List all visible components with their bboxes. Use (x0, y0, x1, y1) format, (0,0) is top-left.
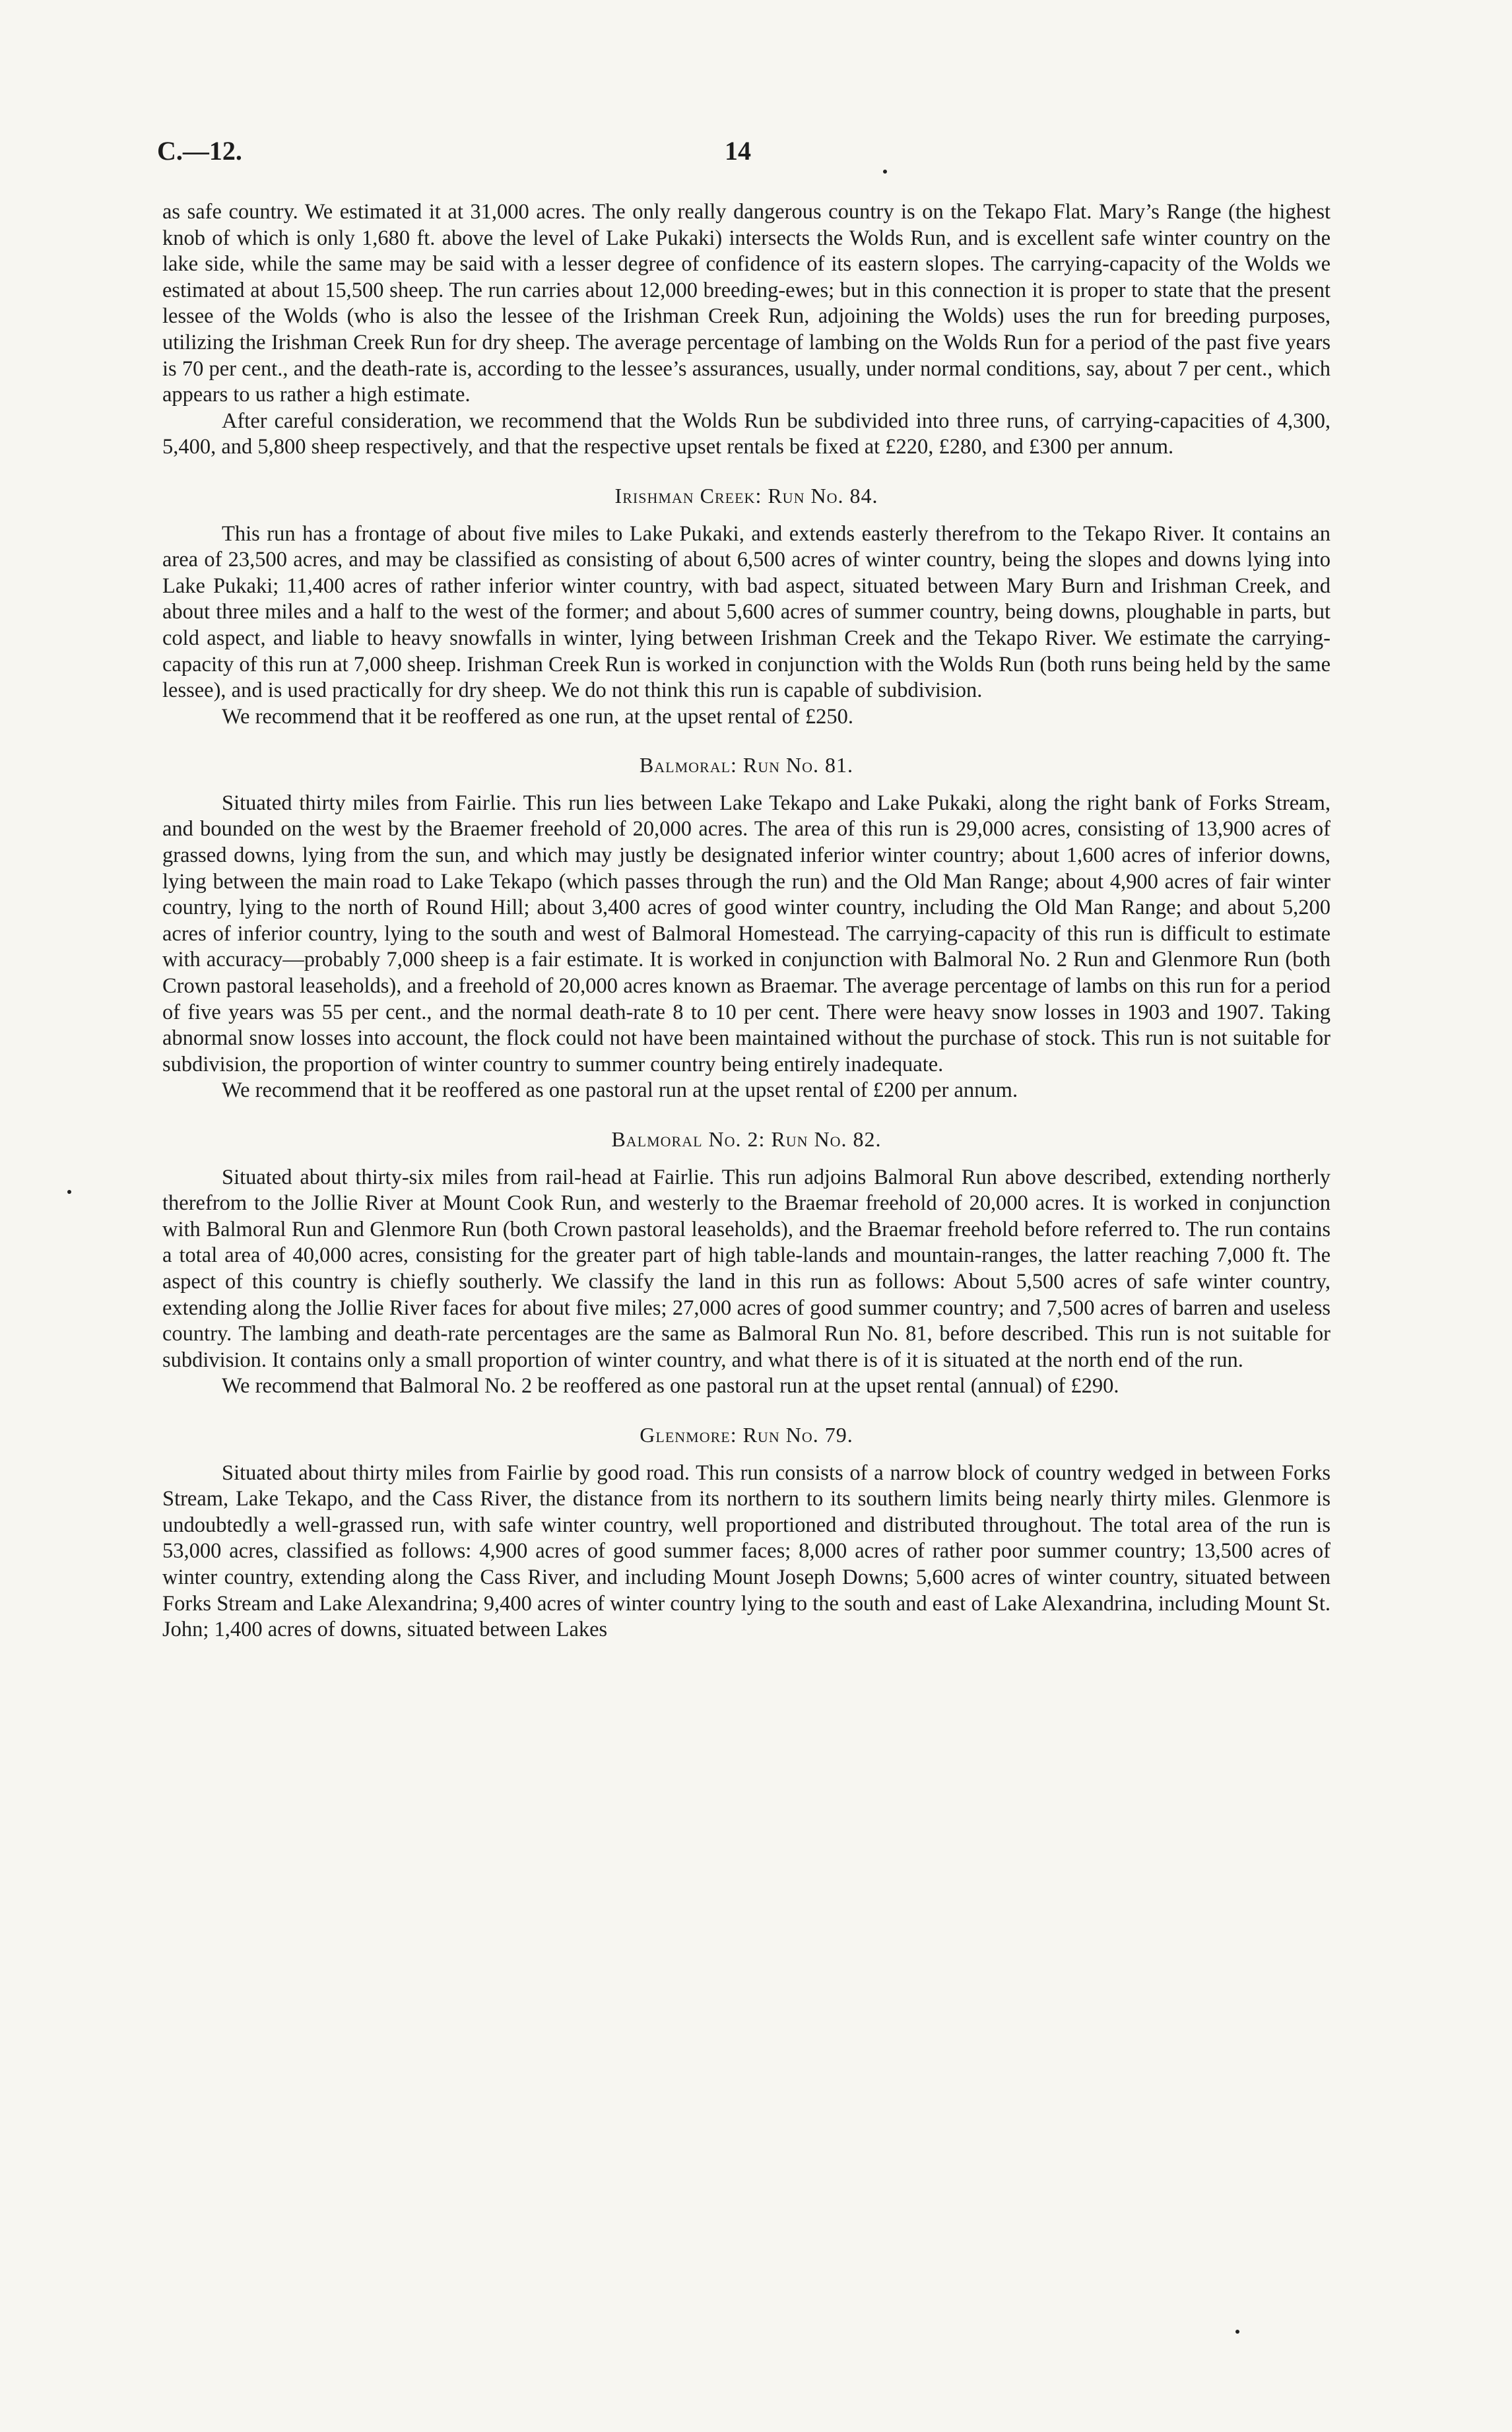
scan-speck (1235, 2330, 1239, 2334)
body-text (162, 199, 1331, 1643)
balmoral-paragraph: Situated thirty miles from Fairlie. This run lies between Lake Tekapo and Lake Pukaki, along the right bank of Forks Stream, and bounded on the west by the Braemer freehold of 20,000 acres. The area of this run is 29,000 acres, consisting of 13,900 acres of grassed downs, lying from the sun, and which may justly be designated inferior winter country; about 1,600 acres of inferior downs, lying between the main road to Lake Tekapo (which passes through the run) and the Old Man Range; about 4,900 acres of fair winter country, lying to the north of Round Hill; about 3,400 acres of good winter country, including the Old Man Range; and about 5,200 acres of inferior country, lying to the south and west of Balmoral Homestead. The carrying-capacity of this run is difficult to estimate with accuracy—probably 7,000 sheep is a fair estimate. It is worked in conjunction with Balmoral No. 2 Run and Glenmore Run (both Crown pastoral leaseholds), and a freehold of 20,000 acres known as Braemar. The average percentage of lambs on this run for a period of five years was 55 per cent., and the normal death-rate 8 to 10 per cent. There were heavy snow losses in 1903 and 1907. Taking abnormal snow losses into account, the flock could not have been maintained without the purchase of stock. This run is not suitable for subdivision, the proportion of winter country to summer country being entirely inadequate. (162, 791, 1331, 1076)
page-header (157, 135, 1332, 175)
irishman-creek-paragraph: This run has a frontage of about five miles to Lake Pukaki, and extends easterly therefrom to the Tekapo River. It contains an area of 23,500 acres, and may be classified as consisting of about 6,500 acres of winter country, being the slopes and downs lying into Lake Pukaki; 11,400 acres of rather inferior winter country, with bad aspect, situated between Mary Burn and Irishman Creek, and about three miles and a half to the west of the former; and about 5,600 acres of summer country, being downs, ploughable in parts, but cold aspect, and liable to heavy snowfalls in winter, lying between Irishman Creek and the Tekapo River. We estimate the carrying-capacity of this run at 7,000 sheep. Irishman Creek Run is worked in conjunction with the Wolds Run (both runs being held by the same lessee), and is used practically for dry sheep. We do not think this run is capable of subdivision. (162, 521, 1331, 703)
balmoral-no2-heading: Balmoral No. 2: Run No. 82. (611, 1127, 882, 1151)
document-reference: C.—12. (157, 136, 242, 166)
balmoral-heading: Balmoral: Run No. 81. (639, 753, 854, 777)
irishman-creek-recommendation: We recommend that it be reoffered as one run, at the upset rental of £250. (222, 704, 853, 729)
wolds-paragraph-1: as safe country. We estimated it at 31,000 acres. The only really dangerous country is on the Tekapo Flat. Mary’s Range (the highest knob of which is only 1,680 ft. above the level of Lake Pukaki) intersects the Wolds Run, and is excellent safe winter country on the lake side, while the same may be said with a lesser degree of confidence of its eastern slopes. The carrying-capacity of the Wolds we estimated at about 15,500 sheep. The run carries about 12,000 breeding-ewes; but in this connection it is proper to state that the present lessee of the Wolds (who is also the lessee of the Irishman Creek Run, adjoining the Wolds) uses the run for breeding purposes, utilizing the Irishman Creek Run for dry sheep. The average percentage of lambing on the Wolds Run for a period of the past five years is 70 per cent., and the death-rate is, according to the lessee’s assurances, usually, under normal conditions, say, about 7 per cent., which appears to us rather a high estimate. (162, 200, 1331, 407)
glenmore-heading: Glenmore: Run No. 79. (640, 1422, 853, 1447)
balmoral-no2-recommendation: We recommend that Balmoral No. 2 be reoffered as one pastoral run at the upset rental (annual) of £290. (222, 1374, 1119, 1398)
scan-speck (67, 1190, 71, 1194)
glenmore-paragraph: Situated about thirty miles from Fairlie by good road. This run consists of a narrow block of country wedged in between Forks Stream, Lake Tekapo, and the Cass River, the distance from its northern to its southern limits being nearly thirty miles. Glenmore is undoubtedly a well-grassed run, with safe winter country, well proportioned and distributed throughout. The total area of the run is 53,000 acres, classified as follows: 4,900 acres of good summer faces; 8,000 acres of rather poor summer country; 13,500 acres of winter country, extending along the Cass River, and including Mount Joseph Downs; 5,600 acres of winter country, situated between Forks Stream and Lake Alexandrina; 9,400 acres of winter country lying to the south and east of Lake Alexandrina, including Mount St. John; 1,400 acres of downs, situated between Lakes (162, 1461, 1331, 1642)
page-number: 14 (725, 136, 751, 166)
wolds-recommendation: After careful consideration, we recommend that the Wolds Run be subdivided into three runs, of carrying-capacities of 4,300, 5,400, and 5,800 sheep respectively, and that the respective upset rentals be fixed at £220, £280, and £300 per annum. (162, 409, 1331, 459)
balmoral-no2-paragraph: Situated about thirty-six miles from rail-head at Fairlie. This run adjoins Balmoral Run above described, extending northerly therefrom to the Jollie River at Mount Cook Run, and westerly to the Braemar freehold of 20,000 acres. It is worked in conjunction with Balmoral Run and Glenmore Run (both Crown pastoral leaseholds), and the Braemar freehold before referred to. The run contains a total area of 40,000 acres, consisting for the greater part of high table-lands and mountain-ranges, the latter reaching 7,000 ft. The aspect of this country is chiefly southerly. We classify the land in this run as follows: About 5,500 acres of safe winter country, extending along the Jollie River faces for about five miles; 27,000 acres of good summer country; and 7,500 acres of barren and useless country. The lambing and death-rate percentages are the same as Balmoral Run No. 81, before described. This run is not suitable for subdivision. It contains only a small proportion of winter country, and what there is of it is situated at the north end of the run. (162, 1165, 1331, 1372)
scan-speck (883, 170, 887, 174)
irishman-creek-heading: Irishman Creek: Run No. 84. (614, 483, 878, 508)
balmoral-recommendation: We recommend that it be reoffered as one pastoral run at the upset rental of £200 per annum. (222, 1078, 1018, 1103)
